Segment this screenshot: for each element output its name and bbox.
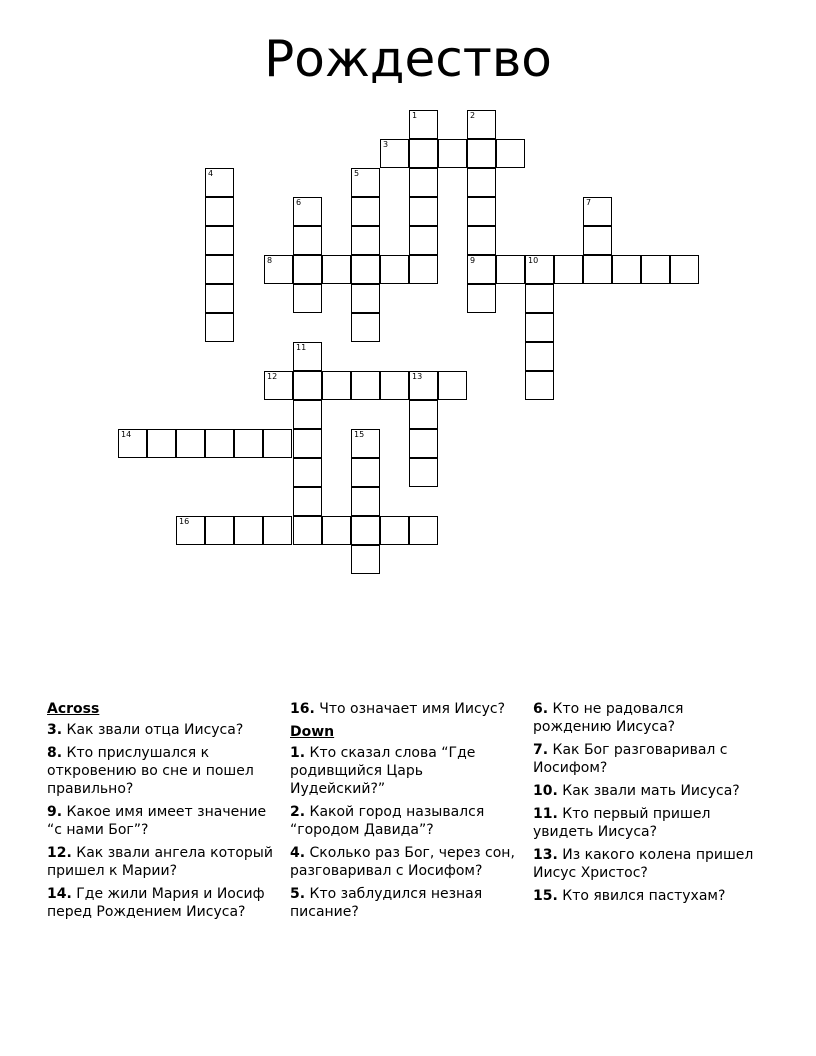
clue-number: 1. — [290, 745, 306, 761]
cell-number: 16 — [179, 517, 190, 526]
crossword-cell[interactable] — [409, 429, 438, 458]
clue-number: 6. — [533, 701, 549, 717]
crossword-cell[interactable] — [409, 110, 438, 139]
clue-number: 16. — [290, 701, 315, 717]
crossword-cell[interactable] — [525, 284, 554, 313]
crossword-cell[interactable] — [409, 168, 438, 197]
crossword-cell[interactable] — [293, 429, 322, 458]
clues-column-2 — [290, 700, 522, 926]
crossword-cell[interactable] — [583, 197, 612, 226]
clues-column-3 — [533, 700, 765, 910]
crossword-cell[interactable] — [467, 197, 496, 226]
clue-number: 13. — [533, 847, 558, 863]
clue-text: Какой город назывался “городом Давида”? — [290, 804, 485, 838]
clue-number: 3. — [47, 722, 63, 738]
crossword-cell[interactable] — [205, 255, 234, 284]
clue-text: Как Бог разговаривал с Иосифом? — [533, 742, 728, 776]
clues-column-1 — [47, 700, 279, 926]
crossword-cell[interactable] — [351, 487, 380, 516]
clue-number: 9. — [47, 804, 63, 820]
cell-number: 15 — [354, 430, 365, 439]
across-heading: Across — [47, 701, 100, 717]
clue-across-12 — [47, 844, 279, 880]
cell-number: 3 — [383, 140, 389, 149]
crossword-cell[interactable] — [409, 197, 438, 226]
crossword-cell[interactable] — [467, 255, 496, 284]
page-title: Рождество — [264, 30, 552, 88]
crossword-cell[interactable] — [263, 429, 292, 458]
crossword-cell[interactable] — [409, 516, 438, 545]
crossword-cell[interactable] — [293, 342, 322, 371]
clue-number: 12. — [47, 845, 72, 861]
crossword-cell[interactable] — [525, 371, 554, 400]
crossword-cell[interactable] — [264, 371, 293, 400]
crossword-cell[interactable] — [380, 516, 409, 545]
cell-number: 8 — [267, 256, 273, 265]
crossword-cell[interactable] — [205, 313, 234, 342]
clue-down-2 — [290, 803, 522, 839]
clue-text: Из какого колена пришел Иисус Христос? — [533, 847, 754, 881]
clue-down-4 — [290, 844, 522, 880]
crossword-cell[interactable] — [409, 400, 438, 429]
crossword-cell[interactable] — [293, 516, 322, 545]
crossword-cell[interactable] — [351, 458, 380, 487]
crossword-cell[interactable] — [351, 168, 380, 197]
crossword-cell[interactable] — [351, 429, 380, 458]
clue-text: Как звали мать Иисуса? — [562, 783, 740, 799]
crossword-cell[interactable] — [525, 255, 554, 284]
crossword-cell[interactable] — [641, 255, 670, 284]
crossword-cell[interactable] — [205, 284, 234, 313]
cell-number: 12 — [267, 372, 278, 381]
clue-across-8 — [47, 744, 279, 798]
clue-text: Кто не радовался рождению Иисуса? — [533, 701, 684, 735]
cell-number: 7 — [586, 198, 592, 207]
crossword-cell[interactable] — [322, 516, 351, 545]
clue-text: Кто сказал слова “Где родивщийся Царь Иудейский?” — [290, 745, 476, 797]
cell-number: 5 — [354, 169, 360, 178]
crossword-cell[interactable] — [583, 255, 612, 284]
crossword-cell[interactable] — [467, 139, 496, 168]
crossword-cell[interactable] — [234, 429, 263, 458]
clue-down-15 — [533, 887, 765, 905]
clue-across-3 — [47, 721, 279, 739]
crossword-cell[interactable] — [351, 545, 380, 574]
clue-down-11 — [533, 805, 765, 841]
crossword-cell[interactable] — [322, 371, 351, 400]
crossword-cell[interactable] — [351, 371, 380, 400]
crossword-cell[interactable] — [380, 139, 409, 168]
clue-text: Как звали ангела который пришел к Марии? — [47, 845, 273, 879]
crossword-cell[interactable] — [612, 255, 641, 284]
clue-number: 10. — [533, 783, 558, 799]
cell-number: 1 — [412, 111, 418, 120]
crossword-cell[interactable] — [176, 429, 205, 458]
crossword-cell[interactable] — [351, 226, 380, 255]
crossword-cell[interactable] — [147, 429, 176, 458]
crossword-cell[interactable] — [525, 342, 554, 371]
clue-down-13 — [533, 846, 765, 882]
clue-text: Сколько раз Бог, через сон, разговаривал с Иосифом? — [290, 845, 515, 879]
clue-text: Кто первый пришел увидеть Иисуса? — [533, 806, 711, 840]
crossword-cell[interactable] — [438, 139, 467, 168]
clue-number: 8. — [47, 745, 63, 761]
crossword-cell[interactable] — [205, 197, 234, 226]
crossword-cell[interactable] — [409, 458, 438, 487]
cell-number: 2 — [470, 111, 476, 120]
crossword-cell[interactable] — [351, 516, 380, 545]
clue-text: Кто явился пастухам? — [562, 888, 726, 904]
clue-text: Какое имя имеет значение “с нами Бог”? — [47, 804, 267, 838]
clue-down-10 — [533, 782, 765, 800]
clue-number: 5. — [290, 886, 306, 902]
cell-number: 13 — [412, 372, 423, 381]
clue-number: 4. — [290, 845, 306, 861]
cell-number: 14 — [121, 430, 132, 439]
crossword-cell[interactable] — [205, 168, 234, 197]
clue-number: 7. — [533, 742, 549, 758]
crossword-cell[interactable] — [351, 284, 380, 313]
down-heading: Down — [290, 724, 335, 740]
clue-text: Кто прислушался к откровению во сне и пошел правильно? — [47, 745, 254, 797]
crossword-cell[interactable] — [293, 255, 322, 284]
crossword-cell[interactable] — [380, 255, 409, 284]
crossword-cell[interactable] — [409, 139, 438, 168]
crossword-cell[interactable] — [293, 284, 322, 313]
crossword-cell[interactable] — [205, 516, 234, 545]
crossword-cell[interactable] — [670, 255, 699, 284]
cell-number: 10 — [528, 256, 539, 265]
crossword-cell[interactable] — [467, 284, 496, 313]
clue-across-16 — [290, 700, 522, 718]
clue-text: Где жили Мария и Иосиф перед Рождением Иисуса? — [47, 886, 265, 920]
crossword-cell[interactable] — [234, 516, 263, 545]
clue-down-7 — [533, 741, 765, 777]
crossword-cell[interactable] — [293, 400, 322, 429]
crossword-cell[interactable] — [118, 429, 147, 458]
crossword-cell[interactable] — [263, 516, 292, 545]
clue-number: 11. — [533, 806, 558, 822]
crossword-cell[interactable] — [380, 371, 409, 400]
crossword-cell[interactable] — [293, 226, 322, 255]
clue-number: 15. — [533, 888, 558, 904]
clue-across-14 — [47, 885, 279, 921]
crossword-cell[interactable] — [176, 516, 205, 545]
crossword-cell[interactable] — [351, 313, 380, 342]
crossword-cell[interactable] — [583, 226, 612, 255]
crossword-cell[interactable] — [409, 226, 438, 255]
crossword-cell[interactable] — [467, 168, 496, 197]
cell-number: 9 — [470, 256, 476, 265]
crossword-cell[interactable] — [351, 197, 380, 226]
crossword-cell[interactable] — [351, 255, 380, 284]
clue-across-9 — [47, 803, 279, 839]
clue-text: Кто заблудился незная писание? — [290, 886, 483, 920]
crossword-cell[interactable] — [409, 371, 438, 400]
clue-down-5 — [290, 885, 522, 921]
clue-number: 14. — [47, 886, 72, 902]
clue-down-1 — [290, 744, 522, 798]
crossword-cell[interactable] — [205, 429, 234, 458]
clue-number: 2. — [290, 804, 306, 820]
crossword-cell[interactable] — [438, 371, 467, 400]
crossword-cell[interactable] — [409, 255, 438, 284]
crossword-cell[interactable] — [293, 458, 322, 487]
crossword-cell[interactable] — [264, 255, 293, 284]
crossword-cell[interactable] — [322, 255, 351, 284]
crossword-cell[interactable] — [467, 226, 496, 255]
crossword-cell[interactable] — [293, 487, 322, 516]
crossword-cell[interactable] — [554, 255, 583, 284]
cell-number: 11 — [296, 343, 307, 352]
crossword-cell[interactable] — [525, 313, 554, 342]
cell-number: 4 — [208, 169, 214, 178]
clue-down-6 — [533, 700, 765, 736]
crossword-cell[interactable] — [496, 255, 525, 284]
crossword-cell[interactable] — [467, 110, 496, 139]
crossword-cell[interactable] — [496, 139, 525, 168]
clue-text: Как звали отца Иисуса? — [66, 722, 244, 738]
crossword-cell[interactable] — [293, 371, 322, 400]
crossword-cell[interactable] — [293, 197, 322, 226]
cell-number: 6 — [296, 198, 302, 207]
clue-text: Что означает имя Иисус? — [319, 701, 506, 717]
crossword-cell[interactable] — [205, 226, 234, 255]
